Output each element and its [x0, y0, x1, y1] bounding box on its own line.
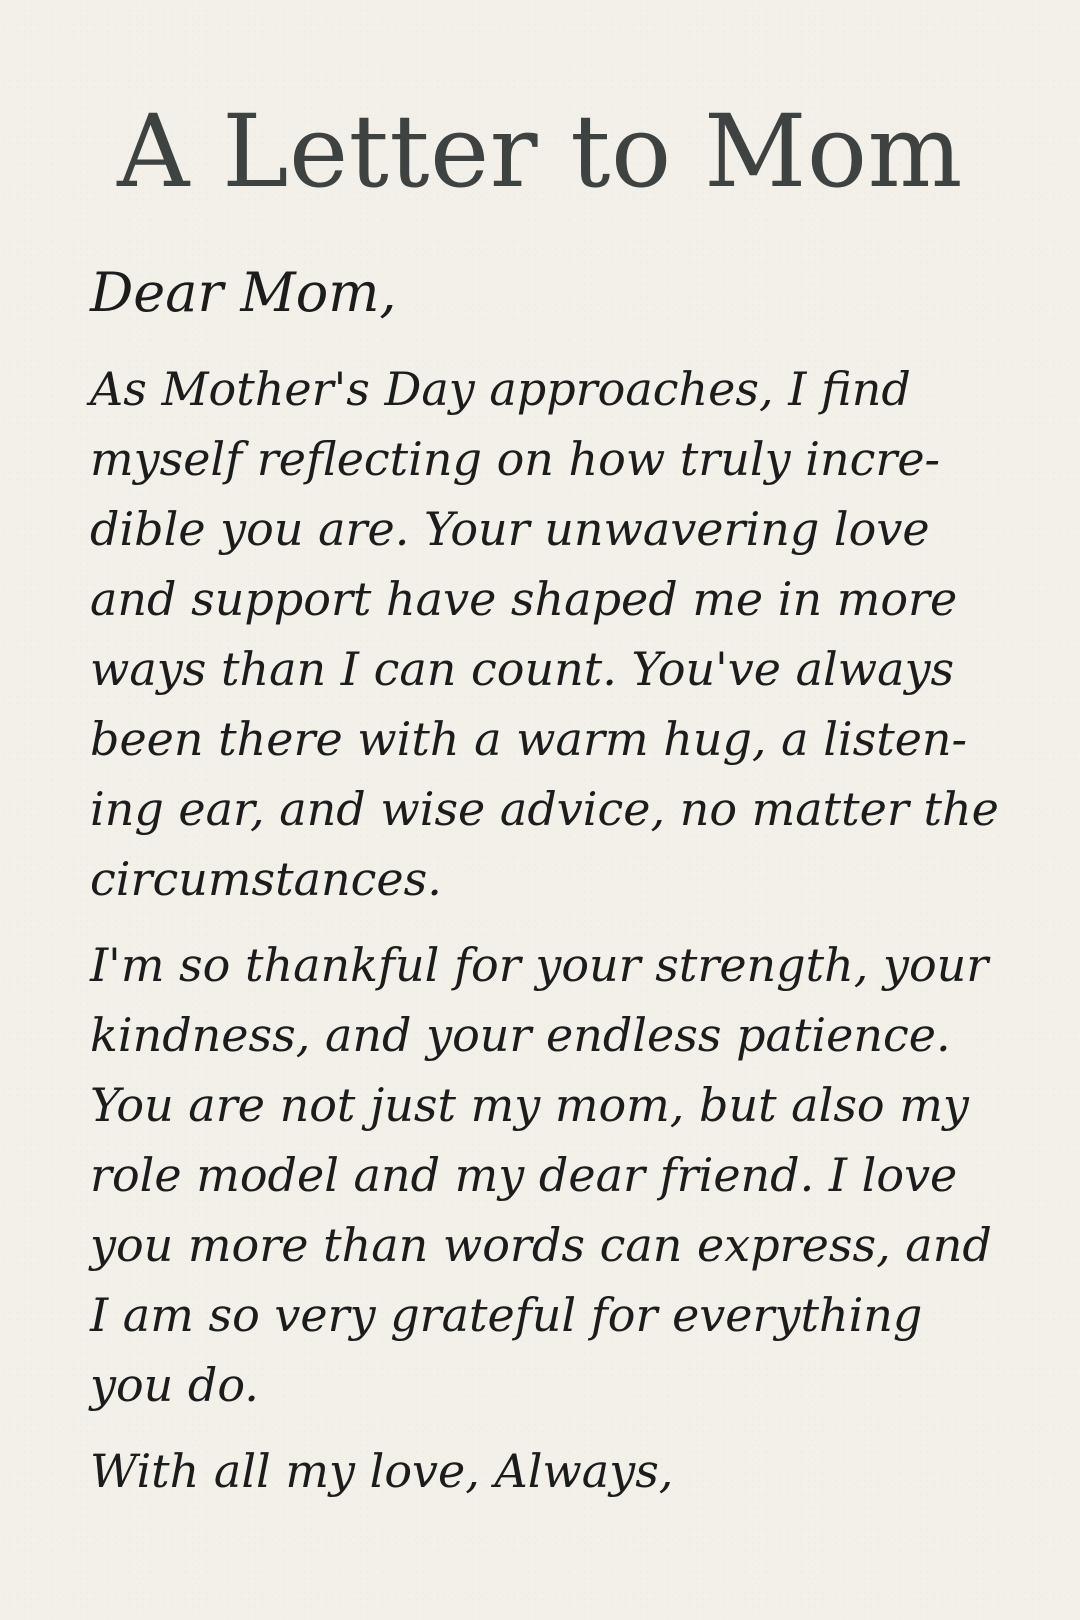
- paragraph-2-line: you more than words can express, and: [90, 1218, 992, 1272]
- paragraph-1-line: ing ear, and wise advice, no matter the: [90, 782, 999, 836]
- paragraph-2: [90, 930, 1020, 1420]
- closing: With all my love, Always,: [90, 1444, 674, 1498]
- paragraph-1-line: ways than I can count. You've always: [90, 642, 955, 696]
- paragraph-2-line: you do.: [90, 1358, 259, 1412]
- paragraph-2-line: role model and my dear friend. I love: [90, 1148, 958, 1202]
- paragraph-1-line: myself reflecting on how truly incre-: [90, 432, 941, 486]
- paragraph-2-line: I'm so thankful for your strength, your: [90, 938, 989, 992]
- paragraph-1-line: been there with a warm hug, a listen-: [90, 712, 968, 766]
- paragraph-2-line: I am so very grateful for everything: [90, 1288, 923, 1342]
- salutation: Dear Mom,: [90, 261, 397, 324]
- paragraph-1-line: As Mother's Day approaches, I find: [90, 362, 911, 416]
- paragraph-2-line: You are not just my mom, but also my: [90, 1078, 969, 1132]
- page-title: A Letter to Mom: [117, 93, 963, 210]
- letter-body: [90, 258, 1020, 1506]
- paragraph-1-line: dible you are. Your unwavering love: [90, 502, 930, 556]
- paragraph-1-line: and support have shaped me in more: [90, 572, 958, 626]
- paragraph-1-line: circumstances.: [90, 852, 442, 906]
- paragraph-1: [90, 354, 1020, 914]
- paragraph-2-line: kindness, and your endless patience.: [90, 1008, 951, 1062]
